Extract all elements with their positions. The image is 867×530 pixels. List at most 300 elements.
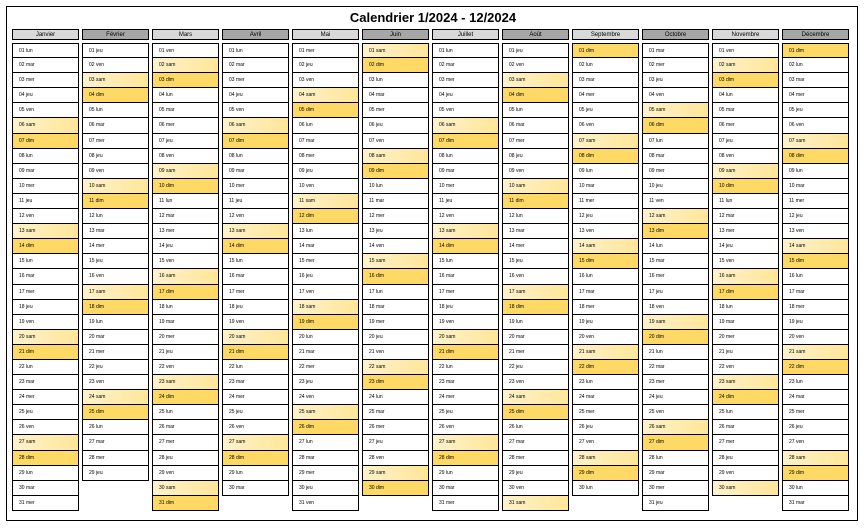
day-cell: 02 ven xyxy=(82,58,149,73)
day-cell: 18 jeu xyxy=(12,300,79,315)
day-cell: 30 dim xyxy=(362,481,429,496)
day-cell: 20 dim xyxy=(642,330,709,345)
day-cell: 01 lun xyxy=(432,43,499,58)
day-cell: 11 jeu xyxy=(12,194,79,209)
day-cell: 13 jeu xyxy=(362,224,429,239)
calendar-title: Calendrier 1/2024 - 12/2024 xyxy=(349,10,517,25)
day-cell: 15 dim xyxy=(572,254,639,269)
day-cell: 11 mer xyxy=(782,194,849,209)
day-cell: 05 lun xyxy=(502,103,569,118)
day-cell: 29 ven xyxy=(152,466,219,481)
day-cell: 10 dim xyxy=(712,179,779,194)
day-cell: 09 jeu xyxy=(292,164,359,179)
day-cell: 19 mar xyxy=(712,315,779,330)
day-cell: 09 ven xyxy=(502,164,569,179)
day-cell: 02 sam xyxy=(712,58,779,73)
day-cell: 12 dim xyxy=(292,209,359,224)
day-cell: 23 sam xyxy=(152,375,219,390)
day-cell: 03 dim xyxy=(712,73,779,88)
day-cell: 26 dim xyxy=(292,420,359,435)
day-cell: 06 mer xyxy=(152,118,219,133)
day-cell: 25 sam xyxy=(292,405,359,420)
day-cell: 12 jeu xyxy=(572,209,639,224)
day-cell: 07 dim xyxy=(222,134,289,149)
day-cell: 31 sam xyxy=(502,496,569,511)
day-cell: 19 mer xyxy=(362,315,429,330)
day-cell: 29 sam xyxy=(362,466,429,481)
day-cell: 13 lun xyxy=(292,224,359,239)
day-cell: 06 sam xyxy=(222,118,289,133)
day-cell: 23 mar xyxy=(222,375,289,390)
day-cell: 16 jeu xyxy=(292,269,359,284)
day-cell: 04 mer xyxy=(572,88,639,103)
day-cell: 18 mer xyxy=(572,300,639,315)
day-cell: 15 ven xyxy=(712,254,779,269)
day-cell: 24 mer xyxy=(432,390,499,405)
day-cell: 17 mar xyxy=(782,285,849,300)
day-cell: 18 lun xyxy=(712,300,779,315)
day-cell: 31 mar xyxy=(782,496,849,511)
day-cell: 22 lun xyxy=(222,360,289,375)
day-cell: 17 jeu xyxy=(642,285,709,300)
month-header: Avril xyxy=(222,29,289,40)
day-cell: 23 lun xyxy=(572,375,639,390)
month-header: Novembre xyxy=(712,29,779,40)
day-cell: 25 jeu xyxy=(12,405,79,420)
day-cell: 03 mer xyxy=(432,73,499,88)
day-cell: 28 sam xyxy=(572,451,639,466)
day-cell: 30 lun xyxy=(782,481,849,496)
day-cell: 05 mar xyxy=(712,103,779,118)
day-cell: 15 ven xyxy=(152,254,219,269)
month-header: Février xyxy=(82,29,149,40)
day-cell: 02 lun xyxy=(782,58,849,73)
day-cell: 15 lun xyxy=(432,254,499,269)
day-cell: 04 jeu xyxy=(432,88,499,103)
day-cell: 08 sam xyxy=(362,149,429,164)
day-cell: 09 mar xyxy=(222,164,289,179)
day-cell: 07 dim xyxy=(432,134,499,149)
day-cell: 30 mar xyxy=(222,481,289,496)
day-cell: 10 mer xyxy=(432,179,499,194)
day-cell: 02 jeu xyxy=(292,58,359,73)
day-cell: 05 mer xyxy=(362,103,429,118)
day-cell: 13 sam xyxy=(12,224,79,239)
day-cell: 02 lun xyxy=(572,58,639,73)
day-cell: 08 ven xyxy=(152,149,219,164)
day-cell: 17 ven xyxy=(292,285,359,300)
day-cell: 01 mar xyxy=(642,43,709,58)
day-cell: 20 mer xyxy=(712,330,779,345)
day-cell: 22 jeu xyxy=(502,360,569,375)
day-cell: 23 mer xyxy=(642,375,709,390)
day-cell: 06 lun xyxy=(292,118,359,133)
month-column xyxy=(82,29,149,481)
day-cell: 28 mer xyxy=(502,451,569,466)
day-cell: 18 dim xyxy=(82,300,149,315)
day-cell: 17 mer xyxy=(222,285,289,300)
month-column xyxy=(362,29,429,496)
day-cell: 02 ven xyxy=(502,58,569,73)
day-cell: 13 ven xyxy=(782,224,849,239)
day-cell: 24 dim xyxy=(152,390,219,405)
day-cell: 23 sam xyxy=(712,375,779,390)
day-cell: 05 mar xyxy=(152,103,219,118)
day-cell: 08 jeu xyxy=(502,149,569,164)
day-cell: 01 lun xyxy=(12,43,79,58)
month-column xyxy=(642,29,709,511)
day-cell: 29 jeu xyxy=(82,466,149,481)
day-cell: 03 mer xyxy=(222,73,289,88)
day-cell: 02 sam xyxy=(152,58,219,73)
day-cell: 20 sam xyxy=(12,330,79,345)
day-cell: 02 mar xyxy=(12,58,79,73)
day-cell: 11 ven xyxy=(642,194,709,209)
day-cell: 05 dim xyxy=(292,103,359,118)
day-cell: 15 mer xyxy=(292,254,359,269)
day-cell: 21 jeu xyxy=(152,345,219,360)
day-cell: 14 dim xyxy=(12,239,79,254)
day-cell: 07 mer xyxy=(502,134,569,149)
day-cell: 21 dim xyxy=(432,345,499,360)
day-cell: 01 dim xyxy=(782,43,849,58)
day-cell: 31 mer xyxy=(12,496,79,511)
day-cell: 28 lun xyxy=(642,451,709,466)
day-cell: 31 jeu xyxy=(642,496,709,511)
day-cell: 30 mar xyxy=(12,481,79,496)
day-cell: 27 ven xyxy=(572,435,639,450)
day-cell: 09 mer xyxy=(642,164,709,179)
day-cell: 11 jeu xyxy=(432,194,499,209)
day-cell: 06 dim xyxy=(642,118,709,133)
day-cell: 26 jeu xyxy=(782,420,849,435)
day-cell: 05 sam xyxy=(642,103,709,118)
day-cell: 09 lun xyxy=(782,164,849,179)
day-cell: 22 ven xyxy=(712,360,779,375)
day-cell: 16 mar xyxy=(432,269,499,284)
day-cell: 24 ven xyxy=(292,390,359,405)
day-cell: 26 lun xyxy=(82,420,149,435)
day-cell: 29 mer xyxy=(292,466,359,481)
day-cell: 29 dim xyxy=(782,466,849,481)
day-cell: 31 ven xyxy=(292,496,359,511)
day-cell: 06 mer xyxy=(712,118,779,133)
day-cell: 14 lun xyxy=(642,239,709,254)
day-cell: 25 ven xyxy=(642,405,709,420)
day-cell: 13 mar xyxy=(502,224,569,239)
day-cell: 21 dim xyxy=(12,345,79,360)
day-cell: 18 jeu xyxy=(222,300,289,315)
day-cell: 23 mar xyxy=(432,375,499,390)
day-cell: 31 dim xyxy=(152,496,219,511)
day-cell: 07 ven xyxy=(362,134,429,149)
day-cell: 20 mer xyxy=(152,330,219,345)
day-cell: 12 lun xyxy=(502,209,569,224)
day-cell: 09 mar xyxy=(12,164,79,179)
month-column xyxy=(502,29,569,511)
day-cell: 14 jeu xyxy=(152,239,219,254)
day-cell: 04 lun xyxy=(152,88,219,103)
day-cell: 21 sam xyxy=(572,345,639,360)
day-cell: 10 lun xyxy=(362,179,429,194)
day-cell: 12 mar xyxy=(152,209,219,224)
day-cell: 03 mar xyxy=(782,73,849,88)
month-column xyxy=(782,29,849,511)
day-cell: 14 sam xyxy=(782,239,849,254)
day-cell: 03 sam xyxy=(82,73,149,88)
day-cell: 20 ven xyxy=(782,330,849,345)
day-cell: 03 mer xyxy=(12,73,79,88)
day-cell: 20 ven xyxy=(572,330,639,345)
day-cell: 11 mar xyxy=(362,194,429,209)
day-cell: 02 mar xyxy=(432,58,499,73)
day-cell: 06 sam xyxy=(432,118,499,133)
day-cell: 14 mer xyxy=(502,239,569,254)
day-cell: 01 mer xyxy=(292,43,359,58)
day-cell: 12 ven xyxy=(432,209,499,224)
day-cell: 17 sam xyxy=(502,285,569,300)
day-cell: 17 dim xyxy=(152,285,219,300)
day-cell: 31 mer xyxy=(432,496,499,511)
day-cell: 12 mer xyxy=(362,209,429,224)
day-cell: 30 mer xyxy=(642,481,709,496)
day-cell: 19 ven xyxy=(432,315,499,330)
day-cell: 30 lun xyxy=(572,481,639,496)
day-cell: 23 dim xyxy=(362,375,429,390)
day-cell: 30 ven xyxy=(502,481,569,496)
day-cell: 01 jeu xyxy=(82,43,149,58)
day-cell: 19 lun xyxy=(502,315,569,330)
day-cell: 22 dim xyxy=(782,360,849,375)
day-cell: 17 mar xyxy=(572,285,639,300)
day-cell: 27 mar xyxy=(82,435,149,450)
day-cell: 07 mer xyxy=(82,134,149,149)
day-cell: 25 mer xyxy=(572,405,639,420)
month-header: Janvier xyxy=(12,29,79,40)
day-cell: 21 jeu xyxy=(712,345,779,360)
day-cell: 27 mer xyxy=(712,435,779,450)
day-cell: 05 ven xyxy=(432,103,499,118)
calendar-grid xyxy=(7,7,859,522)
day-cell: 24 dim xyxy=(712,390,779,405)
month-column xyxy=(222,29,289,496)
day-cell: 14 sam xyxy=(572,239,639,254)
day-cell: 08 dim xyxy=(572,149,639,164)
day-cell: 23 ven xyxy=(82,375,149,390)
day-cell: 08 mar xyxy=(642,149,709,164)
day-cell: 09 ven xyxy=(82,164,149,179)
day-cell: 27 sam xyxy=(222,435,289,450)
day-cell: 19 jeu xyxy=(572,315,639,330)
day-cell: 21 mer xyxy=(502,345,569,360)
day-cell: 04 mar xyxy=(362,88,429,103)
month-header: Mars xyxy=(152,29,219,40)
day-cell: 27 lun xyxy=(292,435,359,450)
month-column xyxy=(712,29,779,496)
day-cell: 04 mer xyxy=(782,88,849,103)
day-cell: 25 lun xyxy=(152,405,219,420)
day-cell: 14 dim xyxy=(432,239,499,254)
day-cell: 18 lun xyxy=(152,300,219,315)
day-cell: 04 dim xyxy=(82,88,149,103)
day-cell: 07 sam xyxy=(782,134,849,149)
day-cell: 06 mar xyxy=(82,118,149,133)
day-cell: 02 mer xyxy=(642,58,709,73)
day-cell: 25 mer xyxy=(782,405,849,420)
day-cell: 29 lun xyxy=(222,466,289,481)
day-cell: 28 dim xyxy=(222,451,289,466)
day-cell: 19 mar xyxy=(152,315,219,330)
day-cell: 13 sam xyxy=(222,224,289,239)
day-cell: 16 sam xyxy=(152,269,219,284)
day-cell: 28 mer xyxy=(82,451,149,466)
day-cell: 11 sam xyxy=(292,194,359,209)
day-cell: 03 lun xyxy=(362,73,429,88)
day-cell: 28 ven xyxy=(362,451,429,466)
day-cell: 08 jeu xyxy=(82,149,149,164)
day-cell: 01 ven xyxy=(712,43,779,58)
day-cell: 08 ven xyxy=(712,149,779,164)
day-cell: 18 jeu xyxy=(432,300,499,315)
day-cell: 17 mer xyxy=(12,285,79,300)
day-cell: 16 ven xyxy=(502,269,569,284)
day-cell: 25 jeu xyxy=(222,405,289,420)
day-cell: 04 jeu xyxy=(222,88,289,103)
day-cell: 07 lun xyxy=(642,134,709,149)
day-cell: 01 dim xyxy=(572,43,639,58)
day-cell: 30 sam xyxy=(152,481,219,496)
day-cell: 07 sam xyxy=(572,134,639,149)
day-cell: 25 jeu xyxy=(432,405,499,420)
day-cell: 11 jeu xyxy=(222,194,289,209)
day-cell: 28 jeu xyxy=(712,451,779,466)
day-cell: 11 mer xyxy=(572,194,639,209)
day-cell: 09 dim xyxy=(362,164,429,179)
day-cell: 03 mar xyxy=(572,73,639,88)
month-header: Octobre xyxy=(642,29,709,40)
day-cell: 10 sam xyxy=(502,179,569,194)
day-cell: 04 ven xyxy=(642,88,709,103)
day-cell: 25 dim xyxy=(82,405,149,420)
day-cell: 19 dim xyxy=(292,315,359,330)
month-column xyxy=(12,29,79,511)
day-cell: 13 ven xyxy=(572,224,639,239)
day-cell: 20 mar xyxy=(82,330,149,345)
day-cell: 10 ven xyxy=(292,179,359,194)
day-cell: 07 jeu xyxy=(712,134,779,149)
day-cell: 15 lun xyxy=(222,254,289,269)
day-cell: 04 dim xyxy=(502,88,569,103)
day-cell: 20 sam xyxy=(222,330,289,345)
day-cell: 12 jeu xyxy=(782,209,849,224)
day-cell: 27 jeu xyxy=(362,435,429,450)
day-cell: 19 jeu xyxy=(782,315,849,330)
day-cell: 26 mar xyxy=(152,420,219,435)
day-cell: 15 jeu xyxy=(82,254,149,269)
day-cell: 12 sam xyxy=(642,209,709,224)
day-cell: 17 mer xyxy=(432,285,499,300)
day-cell: 27 ven xyxy=(782,435,849,450)
day-cell: 11 lun xyxy=(712,194,779,209)
day-cell: 18 ven xyxy=(642,300,709,315)
day-cell: 26 mar xyxy=(712,420,779,435)
day-cell: 10 jeu xyxy=(642,179,709,194)
day-cell: 02 mar xyxy=(222,58,289,73)
day-cell: 29 jeu xyxy=(502,466,569,481)
day-cell: 13 mar xyxy=(82,224,149,239)
day-cell: 09 sam xyxy=(712,164,779,179)
day-cell: 06 jeu xyxy=(362,118,429,133)
day-cell: 12 mar xyxy=(712,209,779,224)
day-cell: 19 lun xyxy=(82,315,149,330)
day-cell: 10 mar xyxy=(572,179,639,194)
day-cell: 30 sam xyxy=(712,481,779,496)
day-cell: 25 lun xyxy=(712,405,779,420)
day-cell: 22 ven xyxy=(152,360,219,375)
day-cell: 24 sam xyxy=(82,390,149,405)
day-cell: 07 jeu xyxy=(152,134,219,149)
day-cell: 06 sam xyxy=(12,118,79,133)
day-cell: 20 sam xyxy=(432,330,499,345)
day-cell: 01 sam xyxy=(362,43,429,58)
day-cell: 11 dim xyxy=(82,194,149,209)
day-cell: 26 ven xyxy=(432,420,499,435)
day-cell: 22 lun xyxy=(12,360,79,375)
day-cell: 05 ven xyxy=(12,103,79,118)
day-cell: 19 ven xyxy=(222,315,289,330)
day-cell: 19 ven xyxy=(12,315,79,330)
day-cell: 29 lun xyxy=(432,466,499,481)
month-column xyxy=(292,29,359,511)
day-cell: 10 mer xyxy=(12,179,79,194)
day-cell: 20 mar xyxy=(502,330,569,345)
day-cell: 22 sam xyxy=(362,360,429,375)
day-cell: 13 sam xyxy=(432,224,499,239)
day-cell: 14 mer xyxy=(82,239,149,254)
day-cell: 09 sam xyxy=(152,164,219,179)
day-cell: 16 lun xyxy=(782,269,849,284)
day-cell: 03 jeu xyxy=(642,73,709,88)
day-cell: 15 lun xyxy=(12,254,79,269)
day-cell: 24 mar xyxy=(572,390,639,405)
day-cell: 29 dim xyxy=(572,466,639,481)
day-cell: 05 jeu xyxy=(782,103,849,118)
day-cell: 05 lun xyxy=(82,103,149,118)
day-cell: 15 dim xyxy=(782,254,849,269)
day-cell: 30 mar xyxy=(432,481,499,496)
day-cell: 22 dim xyxy=(572,360,639,375)
day-cell: 06 ven xyxy=(572,118,639,133)
day-cell: 20 lun xyxy=(292,330,359,345)
day-cell: 11 lun xyxy=(152,194,219,209)
day-cell: 13 mer xyxy=(712,224,779,239)
day-cell: 04 jeu xyxy=(12,88,79,103)
day-cell: 12 lun xyxy=(82,209,149,224)
day-cell: 14 mar xyxy=(292,239,359,254)
day-cell: 17 lun xyxy=(362,285,429,300)
month-header: Juillet xyxy=(432,29,499,40)
day-cell: 27 dim xyxy=(642,435,709,450)
day-cell: 16 dim xyxy=(362,269,429,284)
day-cell: 02 dim xyxy=(362,58,429,73)
day-cell: 03 dim xyxy=(152,73,219,88)
day-cell: 18 mer xyxy=(782,300,849,315)
day-cell: 21 sam xyxy=(782,345,849,360)
day-cell: 10 mar xyxy=(782,179,849,194)
day-cell: 23 mar xyxy=(12,375,79,390)
day-cell: 16 mar xyxy=(12,269,79,284)
day-cell: 28 jeu xyxy=(152,451,219,466)
